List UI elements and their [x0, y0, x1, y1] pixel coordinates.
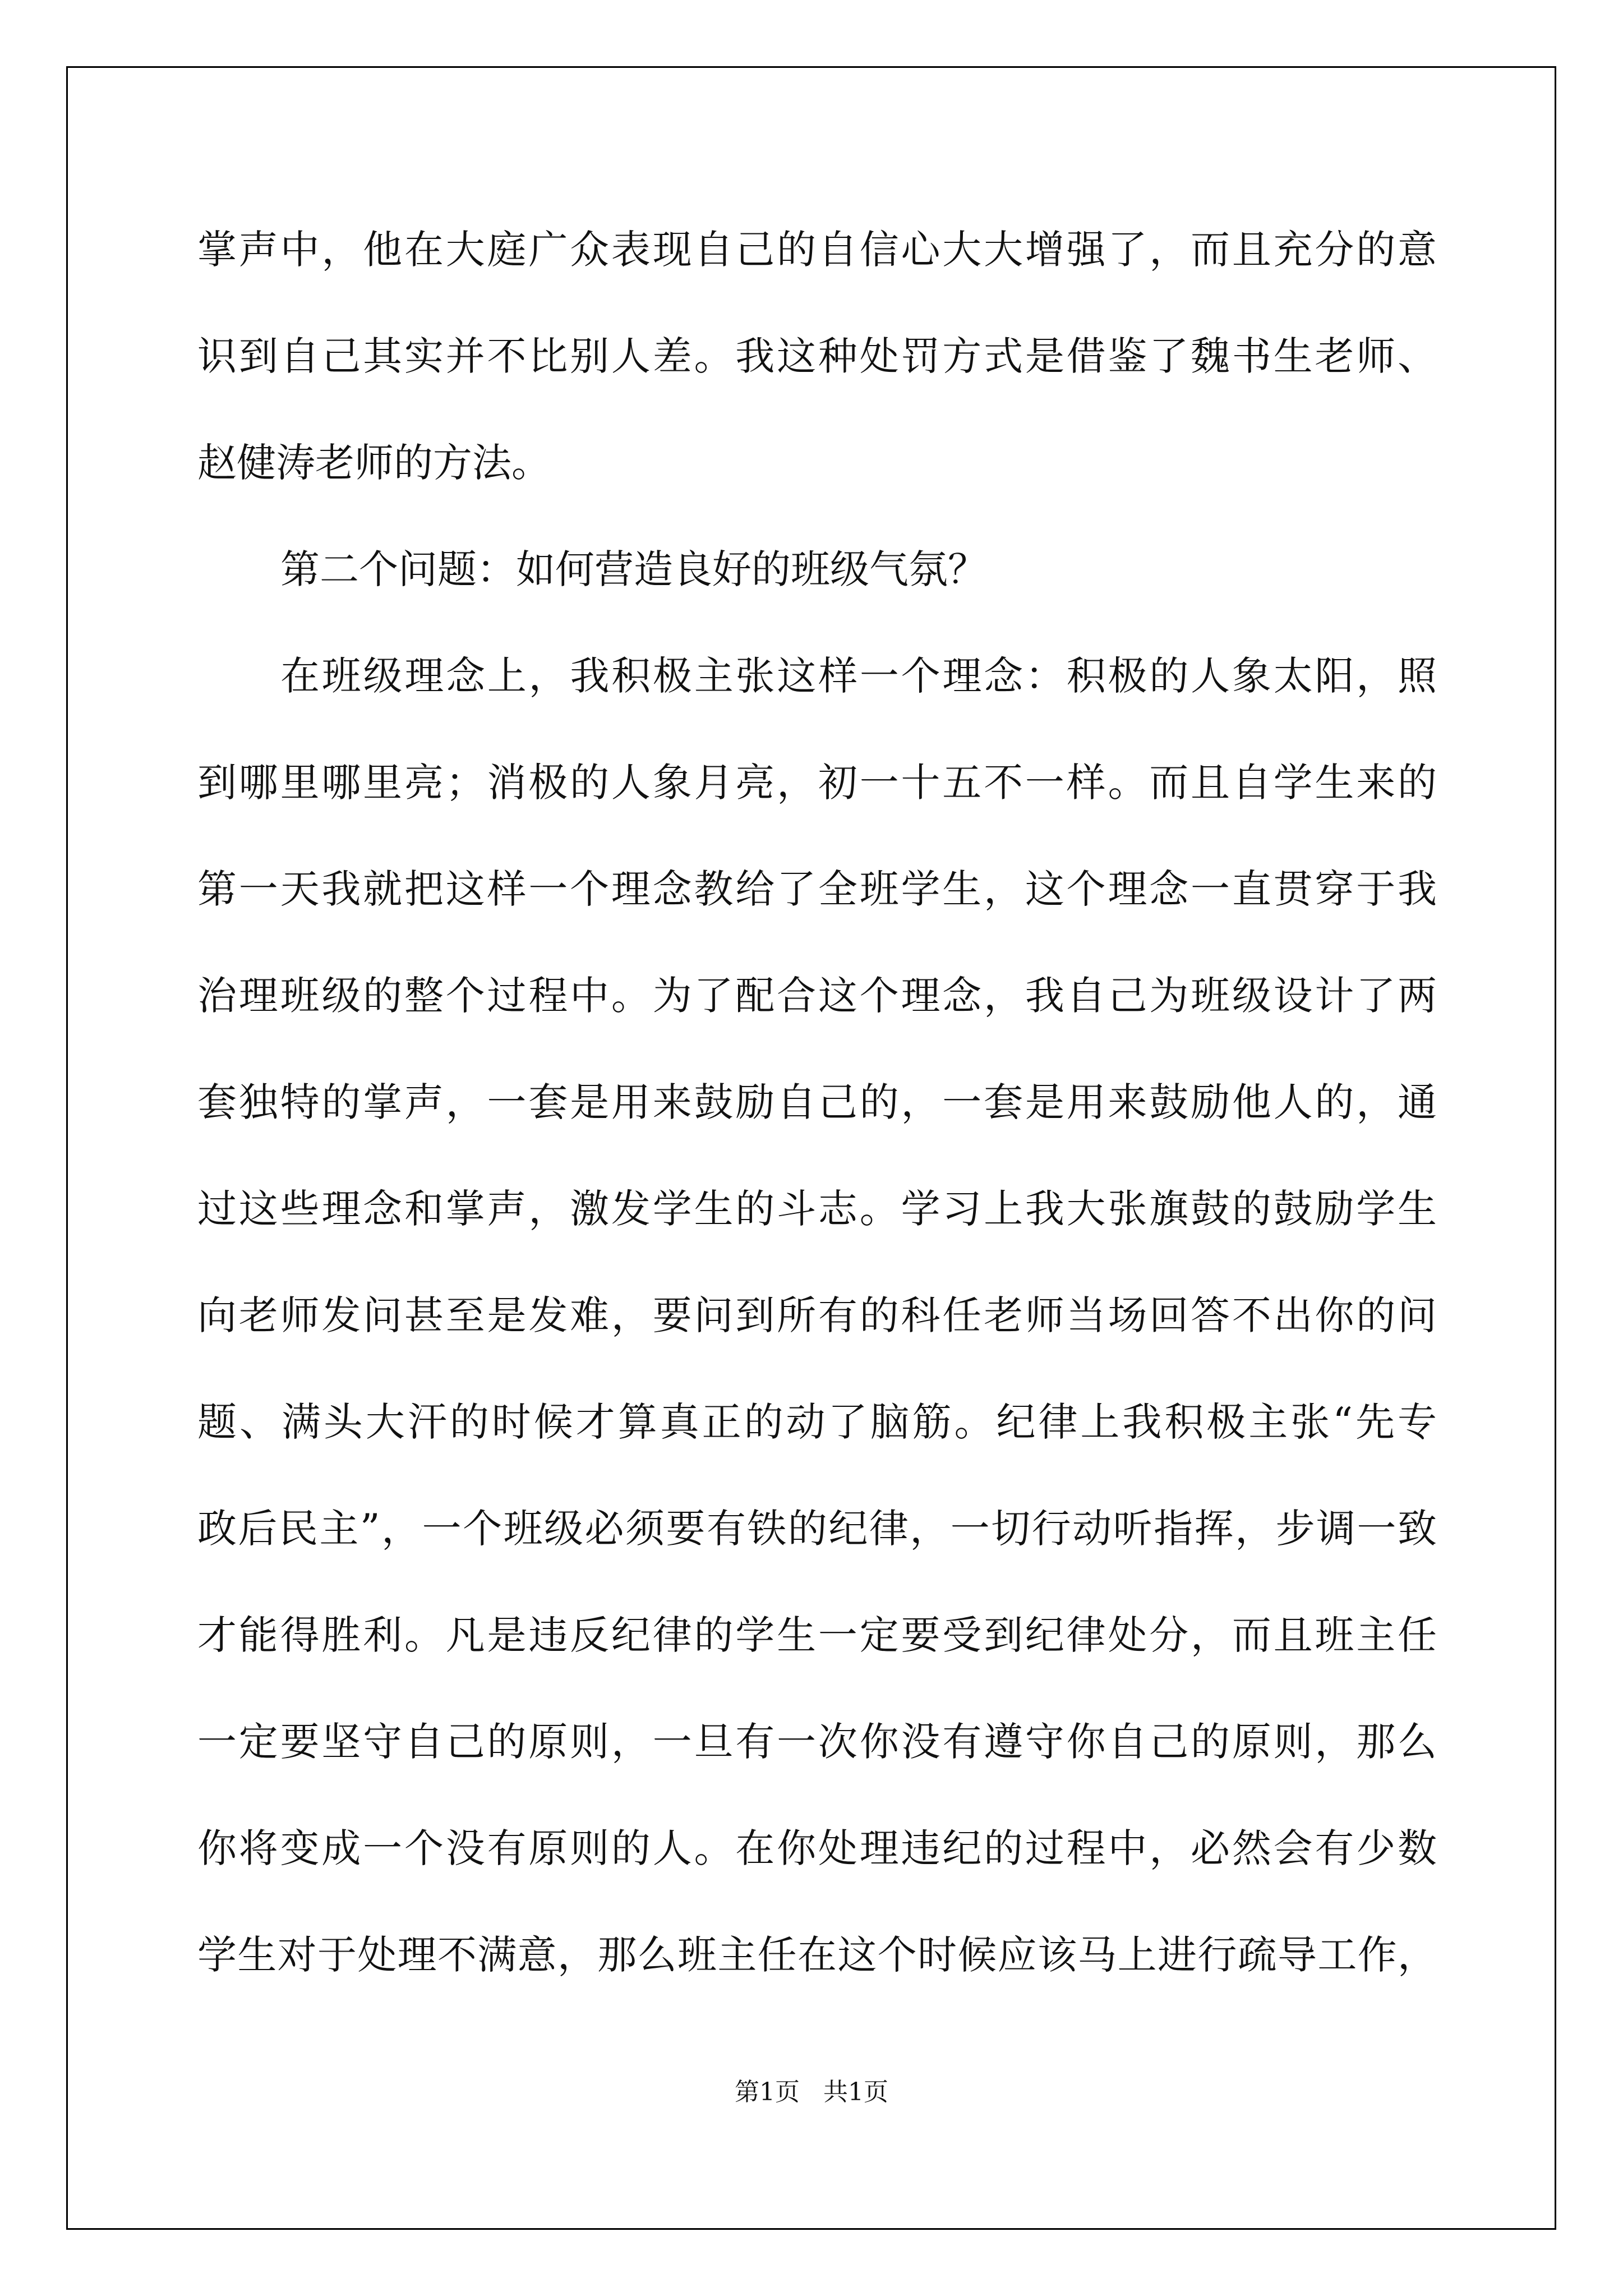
page-border — [66, 66, 1556, 2230]
paragraph-line-8: 治理班级的整个过程中。为了配合这个理念，我自己为班级设计了两 — [197, 973, 1437, 1019]
section-heading: 第二个问题：如何营造良好的班级气氛？ — [280, 546, 987, 592]
paragraph-line-15: 一定要坚守自己的原则，一旦有一次你没有遵守你自己的原则，那么 — [197, 1719, 1437, 1765]
paragraph-line-5: 在班级理念上，我积极主张这样一个理念：积极的人象太阳，照 — [280, 653, 1437, 699]
paragraph-line-14: 才能得胜利。凡是违反纪律的学生一定要受到纪律处分，而且班主任 — [197, 1612, 1437, 1658]
page-number-footer: 第1页 共1页 — [735, 2078, 888, 2106]
paragraph-line-7: 第一天我就把这样一个理念教给了全班学生，这个理念一直贯穿于我 — [197, 866, 1437, 912]
paragraph-line-3: 赵健涛老师的方法。 — [197, 440, 551, 486]
paragraph-line-10: 过这些理念和掌声，激发学生的斗志。学习上我大张旗鼓的鼓励学生 — [197, 1186, 1437, 1232]
paragraph-line-1: 掌声中，他在大庭广众表现自己的自信心大大增强了，而且充分的意 — [197, 227, 1437, 273]
paragraph-line-11: 向老师发问甚至是发难，要问到所有的科任老师当场回答不出你的问 — [197, 1292, 1437, 1338]
paragraph-line-2: 识到自己其实并不比别人差。我这种处罚方式是借鉴了魏书生老师、 — [197, 333, 1437, 379]
paragraph-line-12: 题、满头大汗的时候才算真正的动了脑筋。纪律上我积极主张“先专 — [197, 1399, 1437, 1445]
paragraph-line-9: 套独特的掌声，一套是用来鼓励自己的，一套是用来鼓励他人的，通 — [197, 1079, 1437, 1125]
paragraph-line-16: 你将变成一个没有原则的人。在你处理违纪的过程中，必然会有少数 — [197, 1825, 1437, 1871]
paragraph-line-17: 学生对于处理不满意，那么班主任在这个时候应该马上进行疏导工作， — [197, 1932, 1437, 1978]
paragraph-line-13: 政后民主”，一个班级必须要有铁的纪律，一切行动听指挥，步调一致 — [197, 1506, 1437, 1552]
paragraph-line-6: 到哪里哪里亮；消极的人象月亮，初一十五不一样。而且自学生来的 — [197, 760, 1437, 806]
